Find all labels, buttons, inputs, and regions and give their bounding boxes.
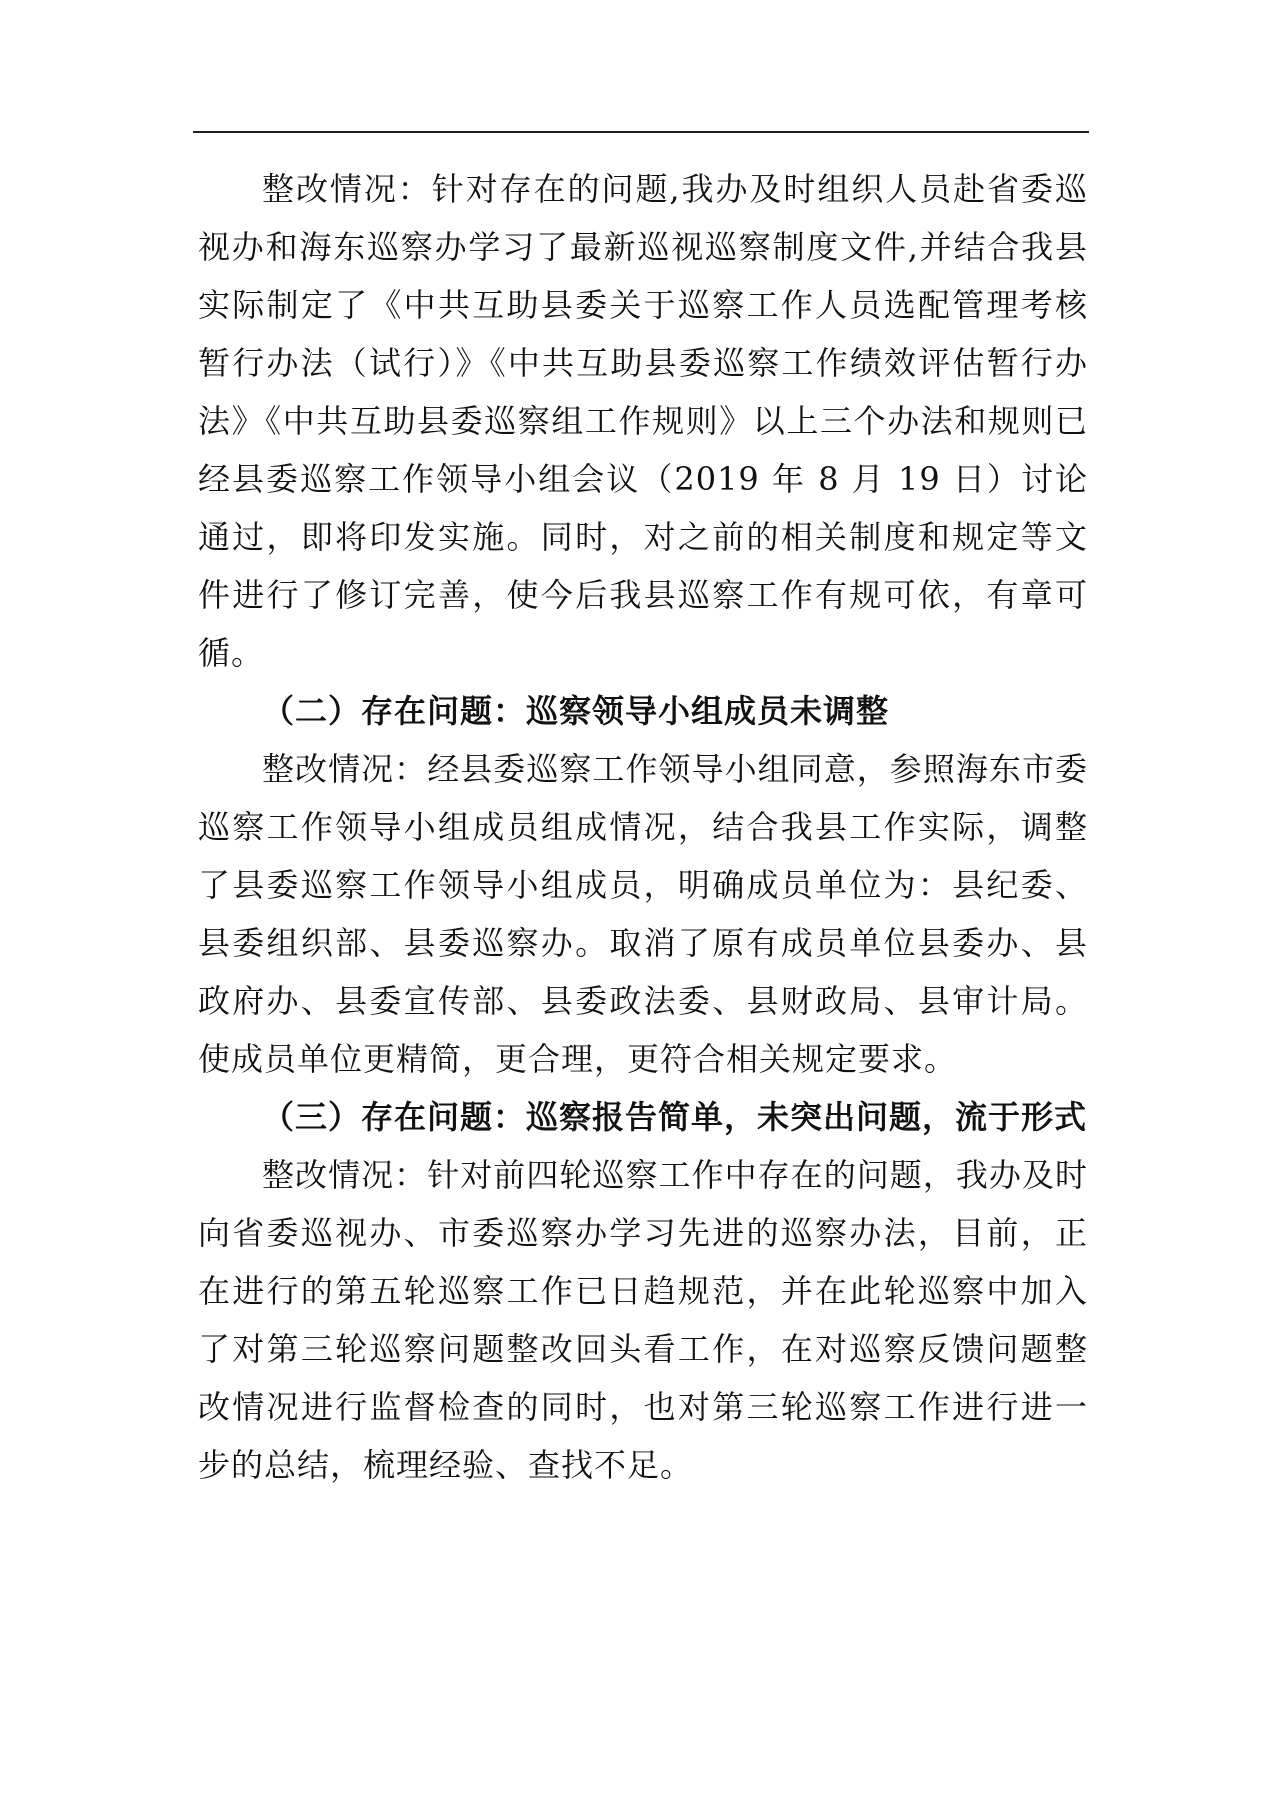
heading-issue-2: （二）存在问题：巡察领导小组成员未调整 xyxy=(262,692,890,730)
paragraph-rectification-1: 整改情况：针对存在的问题,我办及时组织人员赴省委巡视办和海东巡察办学习了最新巡视巡察制度文件,并结合我县实际制定了《中共互助县委关于巡察工作人员选配管理考核暂行办法（试行）》《中共互助县委巡察工作绩效评估暂行办法》《中共互助县委巡察组工作规则》以上三个办法和规则已经县委巡察工作领导小组会议（2019 年 8 月 19 日）讨论通过，即将印发实施。同时，对之前的相关制度和规定等文件进行了修订完善，使今后我县巡察工作有规可依，有章可循。 xyxy=(198,170,1088,672)
document-body xyxy=(198,160,1088,1494)
heading-issue-3: （三）存在问题：巡察报告简单，未突出问题，流于形式 xyxy=(262,1098,1088,1136)
paragraph-rectification-2: 整改情况：经县委巡察工作领导小组同意，参照海东市委巡察工作领导小组成员组成情况，结合我县工作实际，调整了县委巡察工作领导小组成员，明确成员单位为：县纪委、县委组织部、县委巡察办。取消了原有成员单位县委办、县政府办、县委宣传部、县委政法委、县财政局、县审计局。使成员单位更精简，更合理，更符合相关规定要求。 xyxy=(198,750,1088,1078)
paragraph-rectification-3: 整改情况：针对前四轮巡察工作中存在的问题，我办及时向省委巡视办、市委巡察办学习先进的巡察办法，目前，正在进行的第五轮巡察工作已日趋规范，并在此轮巡察中加入了对第三轮巡察问题整改回头看工作，在对巡察反馈问题整改情况进行监督检查的同时，也对第三轮巡察工作进行进一步的总结，梳理经验、查找不足。 xyxy=(198,1156,1088,1484)
header-rule xyxy=(193,131,1089,133)
